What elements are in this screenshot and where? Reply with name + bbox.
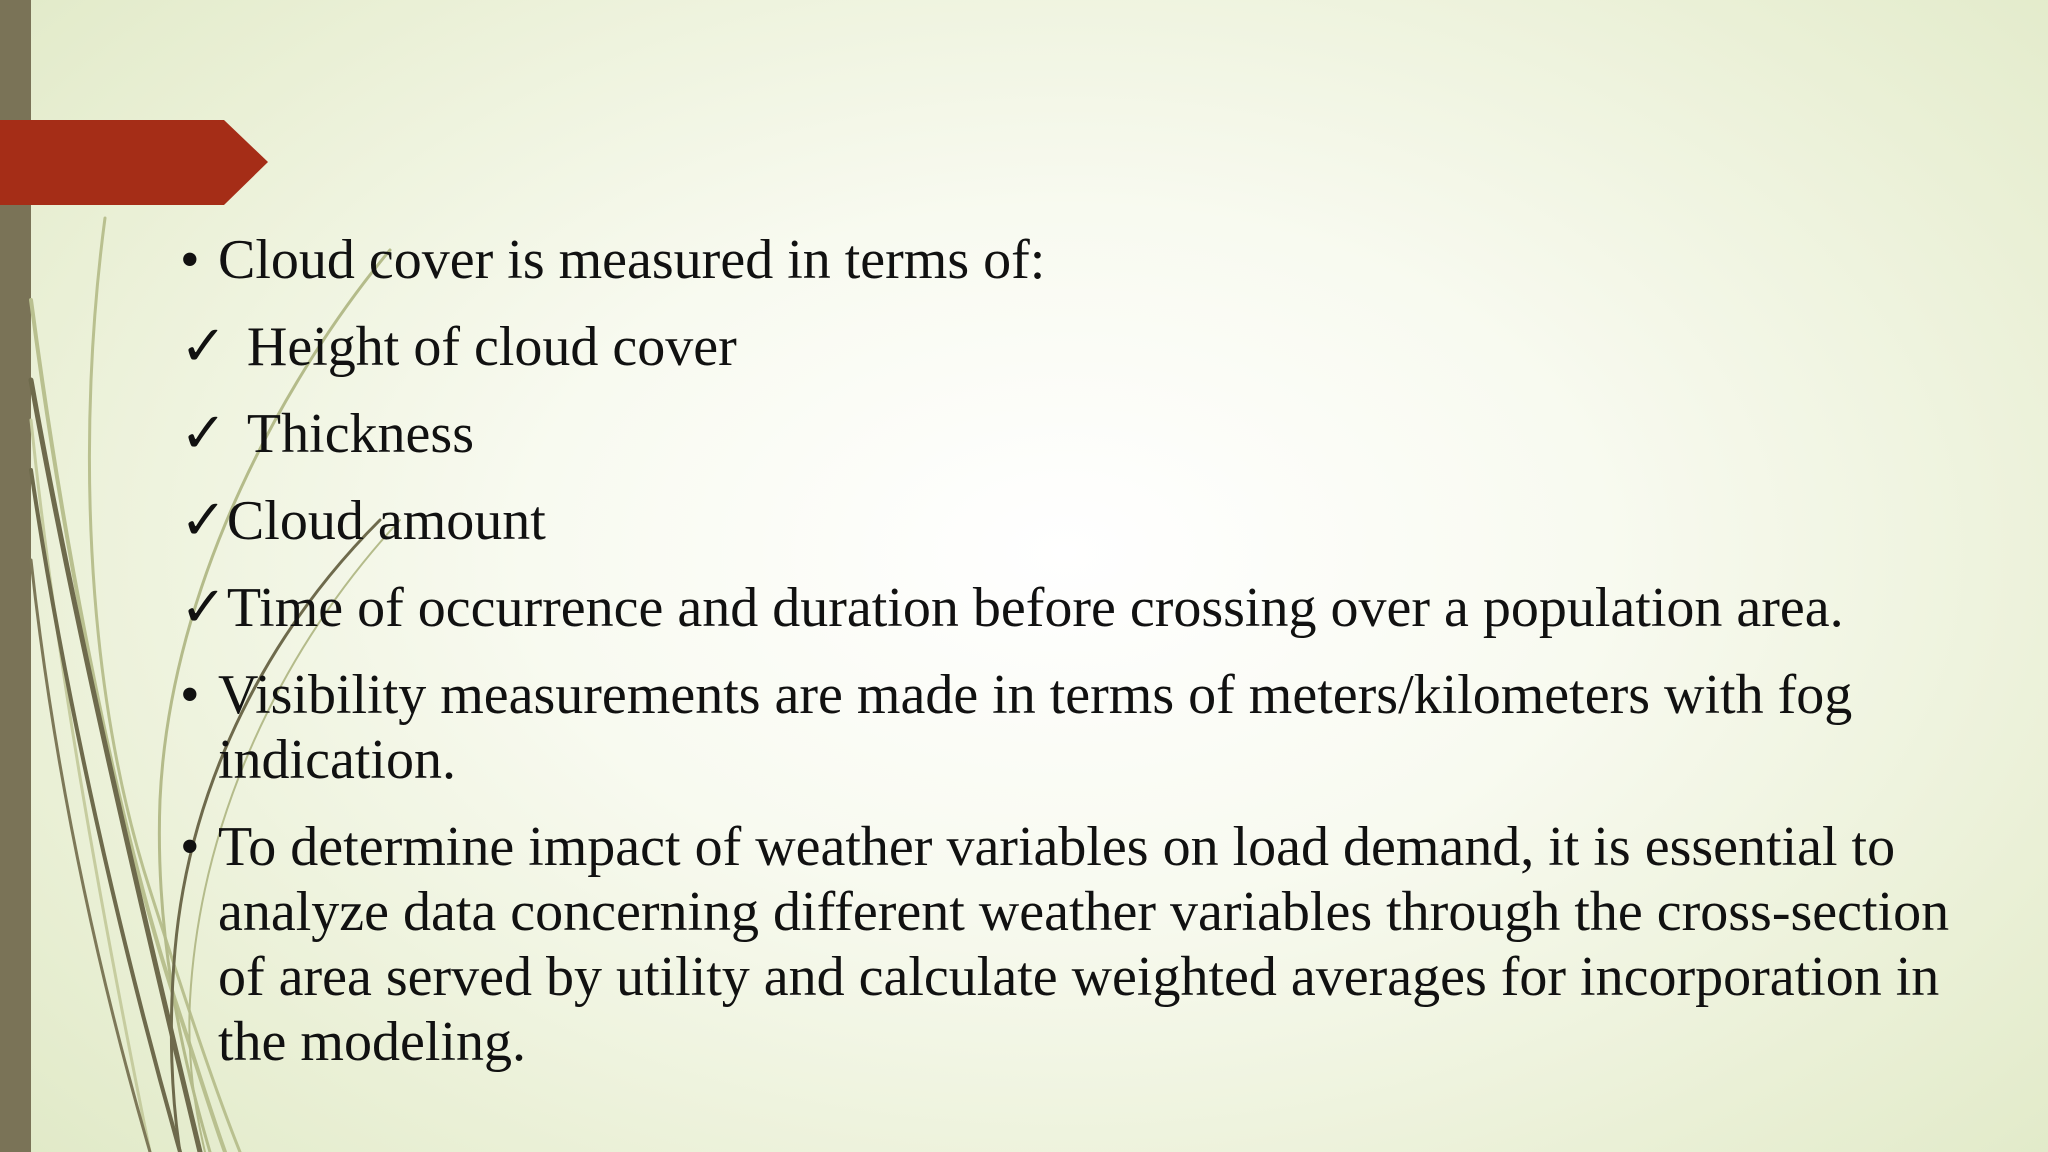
list-item	[180, 228, 1960, 293]
list-item	[180, 315, 1960, 380]
check-icon: ✓	[180, 403, 227, 465]
list-item	[180, 489, 1960, 554]
list-item-text: Thickness	[246, 403, 474, 465]
list-item	[180, 815, 1960, 1075]
list-item	[180, 402, 1960, 467]
list-item-text: Cloud cover is measured in terms of:	[218, 229, 1046, 291]
check-icon: ✓	[180, 577, 227, 639]
list-item	[180, 663, 1960, 793]
list-item-text: Cloud amount	[226, 490, 546, 552]
slide-content-list	[180, 228, 1960, 1097]
list-item	[180, 576, 1960, 641]
list-item-text: To determine impact of weather variables on load demand, it is essential to analyze data concerning different weather variables through the cross-section of area served by utility and calculate weighted averages for incorporation in the modeling.	[218, 816, 1950, 1073]
title-accent-tab	[0, 120, 268, 205]
list-item-text: Height of cloud cover	[246, 316, 737, 378]
list-item-text: Time of occurrence and duration before crossing over a population area.	[226, 577, 1844, 639]
check-icon: ✓	[180, 490, 227, 552]
list-item-text: Visibility measurements are made in terms of meters/kilometers with fog indication.	[218, 664, 1853, 791]
check-icon: ✓	[180, 316, 227, 378]
